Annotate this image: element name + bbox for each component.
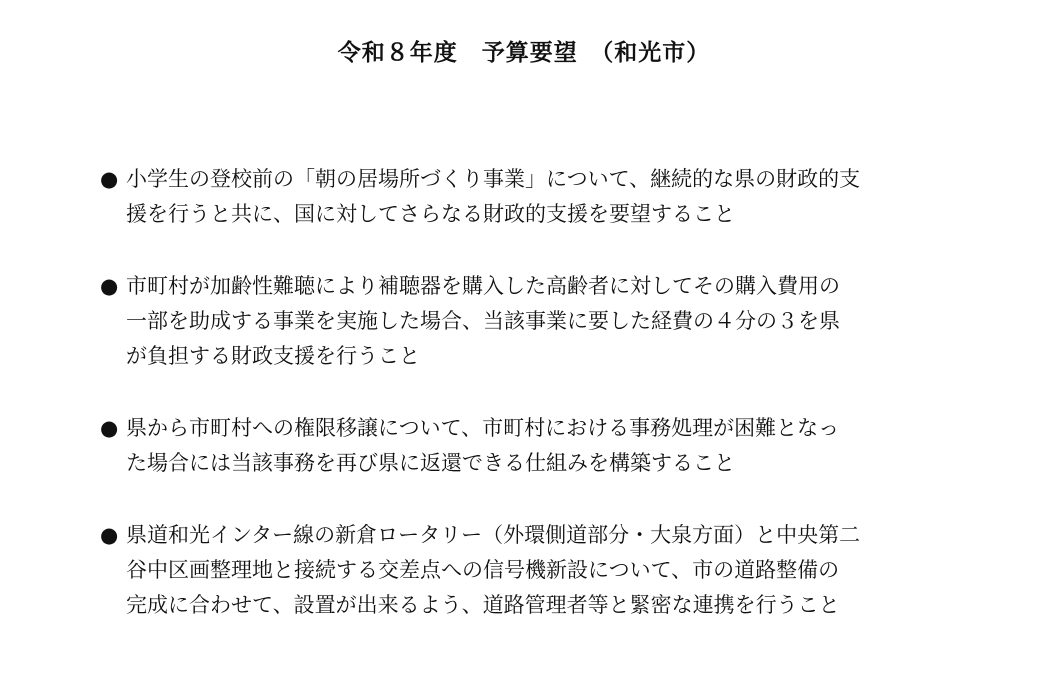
request-line: が負担する財政支援を行うこと (126, 344, 420, 368)
request-line: た場合には当該事務を再び県に返還できる仕組みを構築すること (126, 451, 735, 475)
request-line: 一部を助成する事業を実施した場合、当該事業に要した経費の４分の３を県 (126, 309, 840, 333)
bullet-icon: ● (100, 274, 119, 298)
bullet-icon: ● (100, 416, 119, 440)
bullet-icon: ● (100, 523, 119, 547)
request-item (100, 162, 960, 232)
request-line: 完成に合わせて、設置が出来るよう、道路管理者等と緊密な連携を行うこと (126, 593, 840, 617)
request-item (100, 518, 960, 623)
request-line: 小学生の登校前の「朝の居場所づくり事業」について、継続的な県の財政的支 (126, 167, 861, 191)
request-item (100, 411, 960, 481)
request-list (100, 162, 960, 660)
bullet-icon: ● (100, 167, 119, 191)
request-line: 援を行うと共に、国に対してさらなる財政的支援を要望すること (126, 202, 735, 226)
request-line: 県から市町村への権限移譲について、市町村における事務処理が困難となっ (126, 416, 840, 440)
request-line: 谷中区画整理地と接続する交差点への信号機新設について、市の道路整備の (126, 558, 840, 582)
request-item (100, 269, 960, 374)
document-title: 令和８年度 予算要望 （和光市） (337, 40, 711, 66)
request-line: 県道和光インター線の新倉ロータリー（外環側道部分・大泉方面）と中央第二 (126, 523, 861, 547)
request-line: 市町村が加齢性難聴により補聴器を購入した高齢者に対してその購入費用の (126, 274, 840, 298)
